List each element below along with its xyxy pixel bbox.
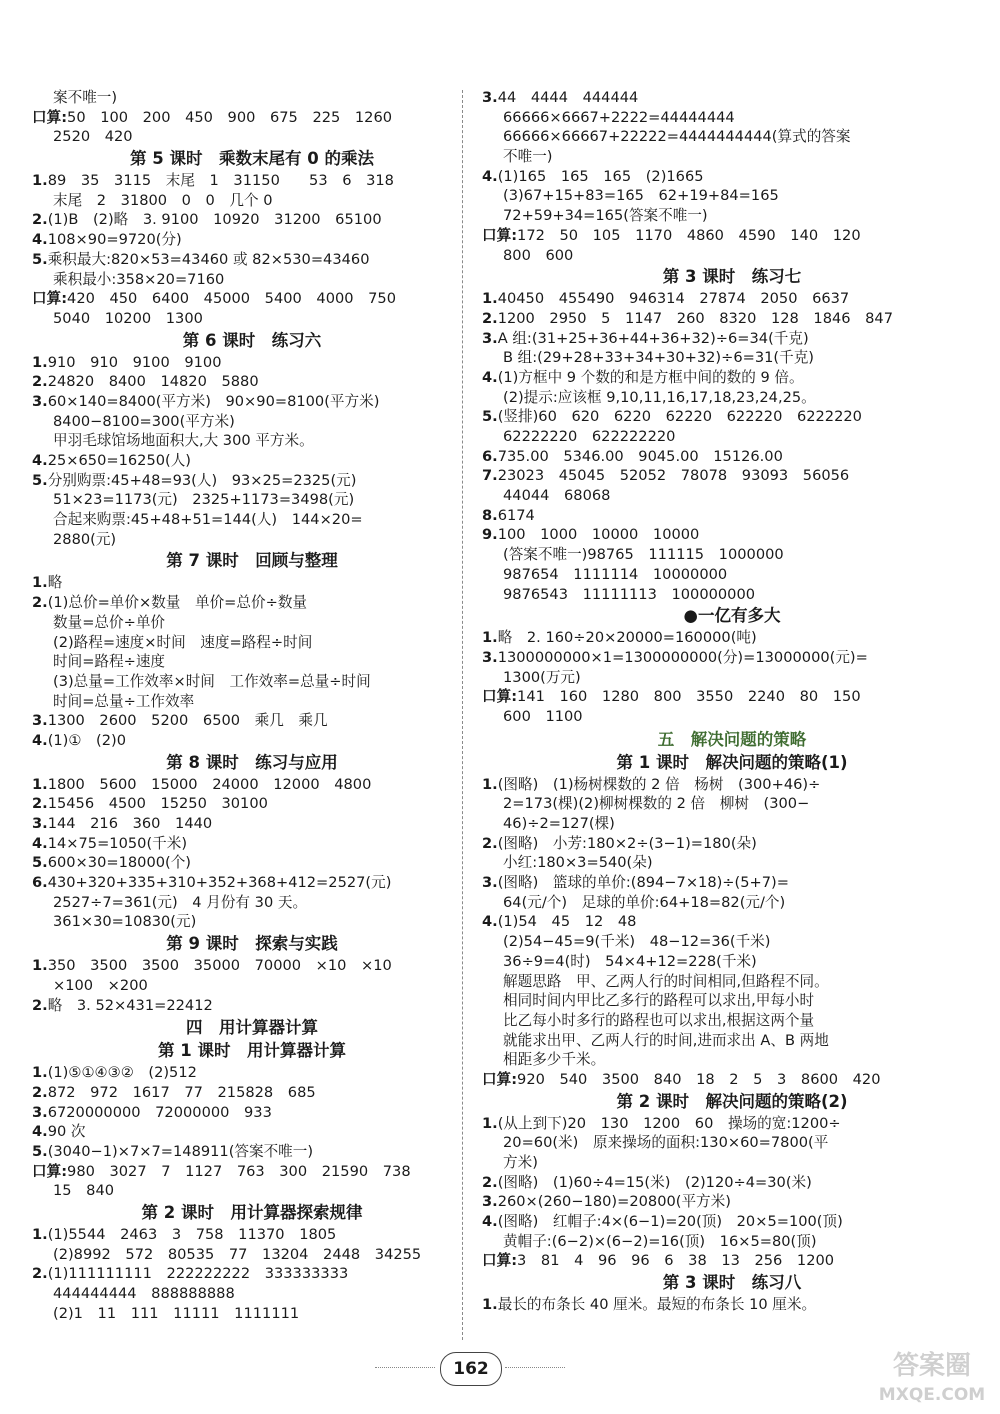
answer-text: (1)① (2)0	[47, 731, 127, 749]
question-label: 5.	[32, 471, 48, 489]
unit-heading: 四 用计算器计算	[186, 1018, 318, 1038]
question-label: 4.	[32, 731, 48, 749]
question-label: 2.	[482, 309, 498, 327]
answer-line	[482, 1114, 982, 1134]
answer-line	[482, 1212, 982, 1232]
answer-line	[482, 1133, 982, 1153]
answer-text: 分别购票:45+48=93(人) 93×25=2325(元)	[47, 471, 357, 489]
answer-text: 64(元/个) 足球的单价:64+18=82(元/个)	[503, 893, 786, 911]
answer-line	[32, 814, 472, 834]
answer-line	[32, 731, 472, 751]
answer-text: 44 4444 444444	[497, 89, 639, 106]
answer-line	[482, 167, 982, 187]
answer-line	[32, 996, 472, 1016]
answer-text: 920 540 3500 840 18 2 5 3 8600 420	[517, 1070, 881, 1088]
answer-line	[32, 191, 472, 211]
answer-text: 5040 10200 1300	[53, 309, 203, 327]
answer-text: 2880(元)	[53, 530, 117, 548]
right-column	[482, 88, 982, 1315]
answer-line	[32, 372, 472, 392]
answer-text: 144 216 360 1440	[47, 815, 213, 832]
answer-line	[482, 775, 982, 795]
answer-text: (2)8992 572 80535 77 13204 2448 34255	[53, 1245, 422, 1263]
question-label: 1.	[482, 1114, 498, 1132]
answer-text: 20=60(米) 原来操场的面积:130×60=7800(平	[503, 1134, 829, 1152]
answer-text: 略 3. 52×431=22412	[47, 996, 213, 1014]
answer-line	[32, 633, 472, 653]
answer-text: 1300(万元)	[503, 668, 581, 686]
answer-text: 23023 45045 52052 78078 93093 56056	[497, 467, 850, 485]
answer-text: 不唯一)	[503, 148, 553, 166]
question-label: 7.	[482, 467, 498, 485]
answer-text: 1200 2950 5 1147 260 8320 128 1846 847	[497, 309, 894, 327]
question-label: 5.	[482, 408, 498, 426]
answer-line	[482, 687, 982, 707]
answer-line	[482, 368, 982, 388]
answer-line	[32, 289, 472, 309]
answer-text: 6720000000 72000000 933	[47, 1103, 272, 1121]
answer-line	[32, 692, 472, 712]
answer-line	[482, 1153, 982, 1173]
answer-text: 末尾 2 31800 0 0 几个 0	[53, 191, 273, 209]
answer-line	[482, 1050, 982, 1070]
answer-line	[32, 711, 472, 731]
question-label: 2.	[32, 373, 48, 391]
answer-text: 444444444 888888888	[53, 1285, 235, 1303]
question-label: 口算:	[32, 1162, 68, 1180]
question-label: 1.	[32, 957, 48, 975]
page-number-ornament-left	[375, 1367, 435, 1370]
answer-text: 2=173(棵)(2)柳树棵数的 2 倍 柳树 (300−	[503, 795, 810, 813]
answer-text: (从上到下)20 130 1200 60 操场的宽:1200÷	[497, 1114, 841, 1132]
section-heading: 第 1 课时 用计算器计算	[158, 1041, 346, 1061]
question-label: 1.	[482, 1296, 498, 1314]
answer-text: 比乙每小时多行的路程也可以求出,根据这两个量	[503, 1011, 815, 1029]
answer-text: (1)111111111 222222222 333333333	[47, 1265, 349, 1283]
answer-line	[482, 565, 982, 585]
answer-line	[482, 289, 982, 309]
answer-line	[32, 1063, 472, 1083]
answer-text: 50 100 200 450 900 675 225 1260	[67, 108, 393, 126]
answer-text: 6174	[497, 506, 535, 524]
question-label: 1.	[482, 775, 498, 793]
question-label: 3.	[32, 1103, 48, 1121]
answer-line	[482, 407, 982, 427]
answer-text: 987654 1111114 10000000	[503, 565, 728, 583]
section-heading: 第 3 课时 练习八	[662, 1273, 802, 1293]
question-label: 4.	[482, 913, 498, 931]
answer-text: ×100 ×200	[53, 976, 148, 994]
answer-text: 1300 2600 5200 6500 乘几 乘几	[47, 712, 328, 730]
answer-text: 就能求出甲、乙两人行的时间,进而求出 A、B 两地	[503, 1031, 829, 1049]
answer-line	[32, 1304, 472, 1324]
question-label: 2.	[32, 1083, 48, 1101]
answer-text: 8400−8100=300(平方米)	[53, 412, 235, 430]
question-label: 4.	[32, 452, 48, 469]
answer-text: (3)67+15+83=165 62+19+84=165	[503, 187, 779, 205]
section-heading: 第 2 课时 解决问题的策略(2)	[616, 1091, 848, 1111]
question-label: 1.	[32, 1226, 48, 1243]
answer-text: 420 450 6400 45000 5400 4000 750	[67, 290, 397, 308]
answer-line	[32, 775, 472, 795]
answer-line	[482, 1295, 982, 1315]
answer-line	[482, 972, 982, 992]
answer-line	[482, 834, 982, 854]
answer-line	[482, 127, 982, 147]
answer-text: 350 3500 3500 35000 70000 ×10 ×10	[47, 957, 392, 975]
answer-text: 黄帽子:(6−2)×(6−2)=16(顶) 16×5=80(顶)	[503, 1232, 817, 1250]
answer-line	[32, 250, 472, 270]
answer-text: 甲羽毛球馆场地面积大,大 300 平方米。	[53, 432, 314, 450]
answer-text: 1300000000×1=1300000000(分)=13000000(元)=	[497, 648, 868, 666]
answer-text: (1)总价=单价×数量 单价=总价÷数量	[47, 594, 308, 612]
answer-text: 910 910 9100 9100	[47, 353, 222, 371]
answer-text: 合起来购票:45+48+51=144(人) 144×20=	[53, 511, 363, 529]
answer-line	[32, 230, 472, 250]
answer-text: (图略) 红帽子:4×(6−1)=20(顶) 20×5=100(顶)	[497, 1213, 843, 1231]
answer-text: 600×30=18000(个)	[47, 854, 191, 872]
answer-line	[32, 88, 472, 108]
section-heading: 第 5 课时 乘数末尾有 0 的乘法	[130, 149, 374, 169]
answer-text: (3040−1)×7×7=148911(答案不唯一)	[47, 1142, 314, 1160]
answer-text: 乘积最小:358×20=7160	[53, 270, 225, 288]
answer-line	[32, 353, 472, 373]
answer-text: 735.00 5346.00 9045.00 15126.00	[497, 447, 783, 465]
page-number: 162	[440, 1352, 502, 1386]
question-label: 6.	[482, 447, 498, 465]
answer-line	[32, 309, 472, 329]
answer-text: 略	[47, 574, 63, 592]
answer-line	[482, 1031, 982, 1051]
section-heading: 第 3 课时 练习七	[662, 267, 802, 287]
question-label: 1.	[32, 1064, 48, 1082]
answer-text: 时间=路程÷速度	[53, 653, 166, 671]
answer-text: 980 3027 7 1127 763 300 21590 738	[67, 1162, 411, 1180]
question-label: 8.	[482, 506, 498, 524]
answer-text: (1)54 45 12 48	[497, 913, 637, 931]
answer-text: 2520 420	[53, 128, 133, 146]
answer-line	[32, 1162, 472, 1182]
question-label: 4.	[482, 1213, 498, 1231]
answer-line	[32, 794, 472, 814]
section-heading: 第 9 课时 探索与实践	[166, 934, 338, 954]
answer-line	[482, 506, 982, 526]
answer-line	[32, 451, 472, 471]
question-label: 3.	[482, 329, 498, 347]
answer-text: 90 次	[47, 1123, 86, 1141]
answer-line	[482, 466, 982, 486]
answer-text: 62222220 622222220	[503, 428, 676, 445]
question-label: 口算:	[482, 1252, 518, 1270]
answer-line	[482, 628, 982, 648]
answer-text: (图略) (1)杨树棵数的 2 倍 杨树 (300+46)÷	[497, 775, 821, 793]
page-number-ornament-right	[505, 1367, 565, 1370]
answer-line	[482, 1011, 982, 1031]
answer-line	[32, 412, 472, 432]
section-heading: ●一亿有多大	[683, 606, 781, 626]
answer-text: (1)5544 2463 3 758 11370 1805	[47, 1226, 337, 1243]
answer-line	[482, 525, 982, 545]
answer-text: 9876543 11111113 100000000	[503, 585, 756, 603]
answer-text: (3)总量=工作效率×时间 工作效率=总量÷时间	[53, 672, 371, 690]
answer-line	[482, 648, 982, 668]
answer-text: 时间=总量÷工作效率	[53, 692, 195, 710]
answer-line	[482, 932, 982, 952]
answer-line	[482, 486, 982, 506]
answer-line	[32, 210, 472, 230]
answer-text: 260×(260−180)=20800(平方米)	[497, 1193, 731, 1211]
question-label: 2.	[32, 996, 48, 1014]
answer-text: 46)÷2=127(棵)	[503, 815, 615, 832]
section-heading: 第 7 课时 回顾与整理	[166, 551, 338, 571]
question-label: 4.	[482, 368, 498, 386]
answer-text: 100 1000 10000 10000	[497, 526, 700, 544]
answer-line	[32, 912, 472, 932]
answer-line	[32, 127, 472, 147]
answer-line	[482, 912, 982, 932]
question-label: 1.	[32, 574, 48, 592]
answer-text: 44044 68068	[503, 487, 611, 505]
answer-text: 600 1100	[503, 707, 583, 725]
question-label: 口算:	[32, 290, 68, 308]
answer-line	[482, 226, 982, 246]
answer-line	[32, 893, 472, 913]
answer-text: 60×140=8400(平方米) 90×90=8100(平方米)	[47, 392, 380, 410]
answer-text: 172 50 105 1170 4860 4590 140 120	[517, 226, 861, 244]
answer-text: 800 600	[503, 246, 574, 264]
question-label: 5.	[32, 1142, 48, 1160]
answer-line	[482, 1251, 982, 1271]
answer-text: (答案不唯一)98765 111115 1000000	[503, 546, 784, 564]
question-label: 1.	[482, 629, 498, 647]
answer-line	[482, 707, 982, 727]
answer-text: 方米)	[503, 1154, 538, 1171]
answer-text: 14×75=1050(千米)	[47, 834, 188, 852]
answer-text: (竖排)60 620 6220 62220 622220 6222220	[497, 408, 862, 426]
answer-line	[32, 490, 472, 510]
answer-text: (2)1 11 111 11111 1111111	[53, 1304, 300, 1322]
answer-line	[482, 893, 982, 913]
answer-text: 51×23=1173(元) 2325+1173=3498(元)	[53, 491, 355, 509]
answer-text: (1)方框中 9 个数的和是方框中间的数的 9 倍。	[497, 368, 804, 386]
answer-line	[32, 593, 472, 613]
question-label: 2.	[32, 211, 48, 229]
question-label: 3.	[482, 648, 498, 666]
answer-line	[32, 1103, 472, 1123]
answer-text: 36÷9=4(时) 54×4+12=228(千米)	[503, 952, 757, 970]
question-label: 5.	[32, 250, 48, 268]
answer-line	[482, 1173, 982, 1193]
answer-line	[482, 186, 982, 206]
answer-text: (2)路程=速度×时间 速度=路程÷时间	[53, 633, 313, 651]
question-label: 1.	[32, 353, 48, 371]
question-label: 2.	[32, 1265, 48, 1283]
answer-line	[32, 530, 472, 550]
answer-text: (2)提示:应该框 9,10,11,16,17,18,23,24,25。	[503, 388, 816, 406]
answer-line	[482, 427, 982, 447]
answer-text: (1)⑤①④③② (2)512	[47, 1064, 197, 1082]
answer-line	[482, 991, 982, 1011]
answer-line	[482, 585, 982, 605]
answer-text: 66666×66667+22222=4444444444(算式的答案	[503, 128, 851, 146]
unit-heading: 五 解决问题的策略	[657, 729, 807, 749]
answer-line	[32, 613, 472, 633]
answer-line	[32, 672, 472, 692]
answer-text: B 组:(29+28+33+34+30+32)÷6=31(千克)	[503, 349, 814, 367]
answer-text: A 组:(31+25+36+44+36+32)÷6=34(千克)	[497, 329, 809, 347]
answer-text: 乘积最大:820×53=43460 或 82×530=43460	[47, 250, 370, 268]
question-label: 1.	[32, 775, 48, 793]
answer-text: 案不唯一)	[53, 89, 118, 106]
question-label: 3.	[32, 712, 48, 730]
question-label: 口算:	[482, 226, 518, 244]
question-label: 1.	[32, 172, 48, 190]
question-label: 4.	[32, 231, 48, 249]
answer-line	[32, 956, 472, 976]
answer-text: 25×650=16250(人)	[47, 452, 191, 469]
answer-line	[32, 652, 472, 672]
answer-line	[482, 108, 982, 128]
answer-text: 15 840	[53, 1182, 115, 1200]
answer-line	[32, 471, 472, 491]
answer-line	[482, 447, 982, 467]
question-label: 4.	[32, 1123, 48, 1141]
answer-text: 89 35 3115 末尾 1 31150 53 6 318	[47, 172, 394, 190]
answer-line	[482, 668, 982, 688]
answer-line	[482, 206, 982, 226]
answer-line	[482, 388, 982, 408]
answer-line	[482, 853, 982, 873]
answer-line	[482, 348, 982, 368]
answer-line	[482, 147, 982, 167]
question-label: 2.	[482, 834, 498, 852]
question-label: 3.	[32, 392, 48, 410]
answer-line	[482, 88, 982, 108]
answer-text: 数量=总价÷单价	[53, 613, 166, 631]
watermark-logo	[872, 1344, 992, 1406]
left-column	[32, 88, 472, 1323]
answer-line	[482, 814, 982, 834]
question-label: 2.	[482, 1173, 498, 1191]
answer-line	[32, 1225, 472, 1245]
answer-line	[32, 171, 472, 191]
watermark-text-top: 答案圈	[892, 1351, 972, 1381]
answer-line	[32, 1083, 472, 1103]
answer-line	[482, 309, 982, 329]
section-heading: 第 2 课时 用计算器探索规律	[141, 1203, 363, 1222]
answer-text: 40450 455490 946314 27874 2050 6637	[497, 290, 850, 308]
watermark-text-bottom: MXQE.COM	[878, 1385, 986, 1405]
answer-line	[482, 794, 982, 814]
answer-text: 1800 5600 15000 24000 12000 4800	[47, 775, 372, 793]
answer-text: 相同时间内甲比乙多行的路程可以求出,甲每小时	[503, 992, 815, 1010]
answer-line	[482, 246, 982, 266]
answer-text: (图略) 小芳:180×2÷(3−1)=180(朵)	[497, 834, 757, 852]
question-label: 3.	[482, 1193, 498, 1211]
section-heading: 第 1 课时 解决问题的策略(1)	[616, 752, 848, 772]
question-label: 4.	[32, 834, 48, 852]
answer-line	[32, 976, 472, 996]
answer-line	[482, 952, 982, 972]
question-label: 5.	[32, 854, 48, 872]
answer-line	[32, 834, 472, 854]
question-label: 4.	[482, 167, 498, 185]
answer-text: (1)B (2)略 3. 9100 10920 31200 65100	[47, 211, 382, 229]
question-label: 3.	[482, 89, 498, 106]
question-label: 3.	[32, 815, 48, 832]
answer-text: (图略) (1)60÷4=15(米) (2)120÷4=30(米)	[497, 1173, 812, 1191]
question-label: 6.	[32, 874, 48, 892]
answer-line	[482, 1192, 982, 1212]
answer-text: 141 160 1280 800 3550 2240 80 150	[517, 688, 861, 706]
answer-line	[482, 1070, 982, 1090]
answer-line	[32, 873, 472, 893]
answer-line	[32, 1122, 472, 1142]
answer-line	[32, 1142, 472, 1162]
question-label: 1.	[482, 290, 498, 308]
question-label: 2.	[32, 594, 48, 612]
answer-line	[32, 270, 472, 290]
answer-line	[32, 1284, 472, 1304]
question-label: 9.	[482, 526, 498, 544]
answer-text: 略 2. 160÷20×20000=160000(吨)	[497, 629, 757, 647]
answer-line	[482, 1232, 982, 1252]
section-heading: 第 6 课时 练习六	[182, 330, 322, 350]
answer-text: 872 972 1617 77 215828 685	[47, 1083, 316, 1101]
question-label: 口算:	[32, 108, 68, 126]
column-divider	[462, 90, 463, 1340]
question-label: 3.	[482, 874, 498, 892]
answer-text: 66666×6667+2222=44444444	[503, 108, 735, 126]
answer-line	[482, 329, 982, 349]
answer-text: 361×30=10830(元)	[53, 913, 197, 931]
answer-text: 24820 8400 14820 5880	[47, 373, 259, 391]
answer-text: 72+59+34=165(答案不唯一)	[503, 207, 708, 225]
answer-line	[32, 108, 472, 128]
answer-line	[32, 573, 472, 593]
question-label: 2.	[32, 795, 48, 813]
answer-line	[32, 1245, 472, 1265]
section-heading: 第 8 课时 练习与应用	[166, 752, 338, 772]
answer-text: 解题思路 甲、乙两人行的时间相同,但路程不同。	[503, 972, 829, 990]
answer-text: 3 81 4 96 96 6 38 13 256 1200	[517, 1252, 835, 1270]
question-label: 口算:	[482, 688, 518, 706]
answer-text: (2)54−45=9(千米) 48−12=36(千米)	[503, 933, 771, 951]
answer-line	[32, 510, 472, 530]
answer-line	[32, 431, 472, 451]
answer-text: (1)165 165 165 (2)1665	[497, 167, 704, 185]
answer-line	[482, 545, 982, 565]
answer-text: 最长的布条长 40 厘米。最短的布条长 10 厘米。	[497, 1296, 817, 1314]
answer-text: (图略) 篮球的单价:(894−7×18)÷(5+7)=	[497, 874, 789, 892]
answer-text: 430+320+335+310+352+368+412=2527(元)	[47, 874, 392, 892]
answer-text: 2527÷7=361(元) 4 月份有 30 天。	[53, 893, 308, 911]
answer-text: 相距多少千米。	[503, 1051, 606, 1069]
answer-text: 15456 4500 15250 30100	[47, 795, 268, 813]
question-label: 口算:	[482, 1070, 518, 1088]
answer-line	[482, 873, 982, 893]
answer-line	[32, 392, 472, 412]
answer-line	[32, 1264, 472, 1284]
answer-line	[32, 853, 472, 873]
answer-line	[32, 1181, 472, 1201]
answer-text: 小红:180×3=540(朵)	[503, 854, 653, 872]
answer-text: 108×90=9720(分)	[47, 231, 182, 249]
